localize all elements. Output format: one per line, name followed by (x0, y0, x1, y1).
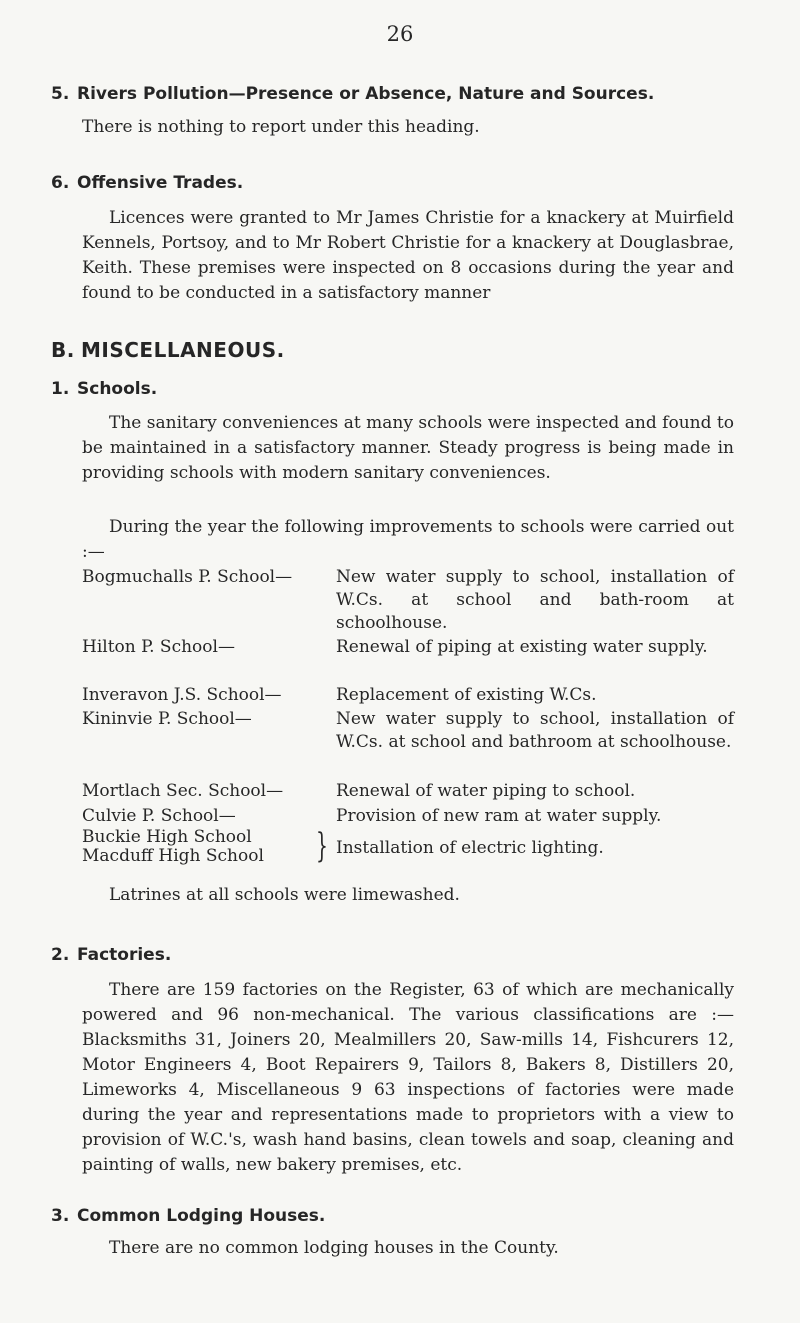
section-heading-offensive-trades (51, 173, 243, 193)
section-title: Factories. (77, 945, 172, 965)
table-row-improvement: New water supply to school, installation of W.Cs. at school and bath-room at schoolhouse. (336, 567, 734, 633)
paragraph-factories: There are 159 factories on the Register, 63 of which are mechanically powered and 96 non-mechanical. The various classifications are :—Blacksmiths 31, Joiners 20, Mealmillers 20, Saw-mills 14, Fishcurers 12, Motor Engineers 4, Boot Repairers 9, Tailors 8, Bakers 8, Distillers 20, Limeworks 4, Miscellaneous 9 63 inspections of factories were made during the year and representations made to proprietors with a view to provision of W.C.'s, wash hand basins, clean towels and soap, cleaning and painting of walls, new bakery premises, etc. (82, 980, 734, 1175)
section-title: Common Lodging Houses. (77, 1206, 326, 1226)
section-heading-factories (51, 945, 171, 965)
section-number: 6. (51, 173, 70, 193)
table-row-school: Mortlach Sec. School— (82, 781, 284, 801)
paragraph-schools-improvements: During the year the following improvements to schools were carried out :— (82, 517, 734, 562)
table-row-improvement: Replacement of existing W.Cs. (336, 685, 597, 705)
table-row-school: Kininvie P. School— (82, 709, 252, 729)
table-row-improvement: Installation of electric lighting. (336, 838, 604, 858)
section-heading-lodging-houses (51, 1206, 325, 1226)
section-number: 1. (51, 379, 70, 399)
table-row-school: Inveravon J.S. School— (82, 685, 282, 705)
table-row-school: Bogmuchalls P. School— (82, 567, 293, 587)
section-number: 2. (51, 945, 70, 965)
section-letter: B. (51, 338, 75, 362)
section-number: 5. (51, 84, 70, 104)
section-heading-miscellaneous (51, 338, 285, 362)
table-row-school: Hilton P. School— (82, 637, 235, 657)
section-number: 3. (51, 1206, 70, 1226)
table-row-school: Culvie P. School— (82, 806, 236, 826)
section-title: Rivers Pollution—Presence or Absence, Nature and Sources. (77, 84, 655, 104)
brace-symbol: } (316, 826, 328, 866)
paragraph-lodging-houses: There are no common lodging houses in the County. (109, 1238, 559, 1258)
page-number: 26 (386, 22, 414, 46)
paragraph-rivers: There is nothing to report under this heading. (82, 117, 480, 137)
table-row-school: Macduff High School (82, 846, 264, 866)
section-title: Offensive Trades. (77, 173, 244, 193)
paragraph-offensive-trades: Licences were granted to Mr James Christie for a knackery at Muirfield Kennels, Portsoy, and to Mr Robert Christie for a knackery at Douglasbrae, Keith. These premises were inspected on 8 occasions during the year and found to be conducted in a satisfactory manner (82, 208, 734, 303)
paragraph-schools-sanitary: The sanitary conveniences at many schools were inspected and found to be maintained in a satisfactory manner. Steady progress is being made in providing schools with modern sanitary conveniences. (82, 413, 734, 483)
table-row-school: Buckie High School (82, 827, 252, 847)
section-title: Schools. (77, 379, 158, 399)
section-heading-schools (51, 379, 157, 399)
table-row-improvement: Renewal of water piping to school. (336, 781, 636, 801)
paragraph-latrines: Latrines at all schools were limewashed. (109, 885, 460, 905)
table-row-improvement: New water supply to school, installation of W.Cs. at school and bathroom at schoolhouse. (336, 709, 734, 752)
section-title: MISCELLANEOUS. (81, 338, 285, 362)
table-row-improvement: Renewal of piping at existing water supply. (336, 637, 708, 657)
table-row-improvement: Provision of new ram at water supply. (336, 806, 662, 826)
section-heading-rivers (51, 84, 654, 104)
